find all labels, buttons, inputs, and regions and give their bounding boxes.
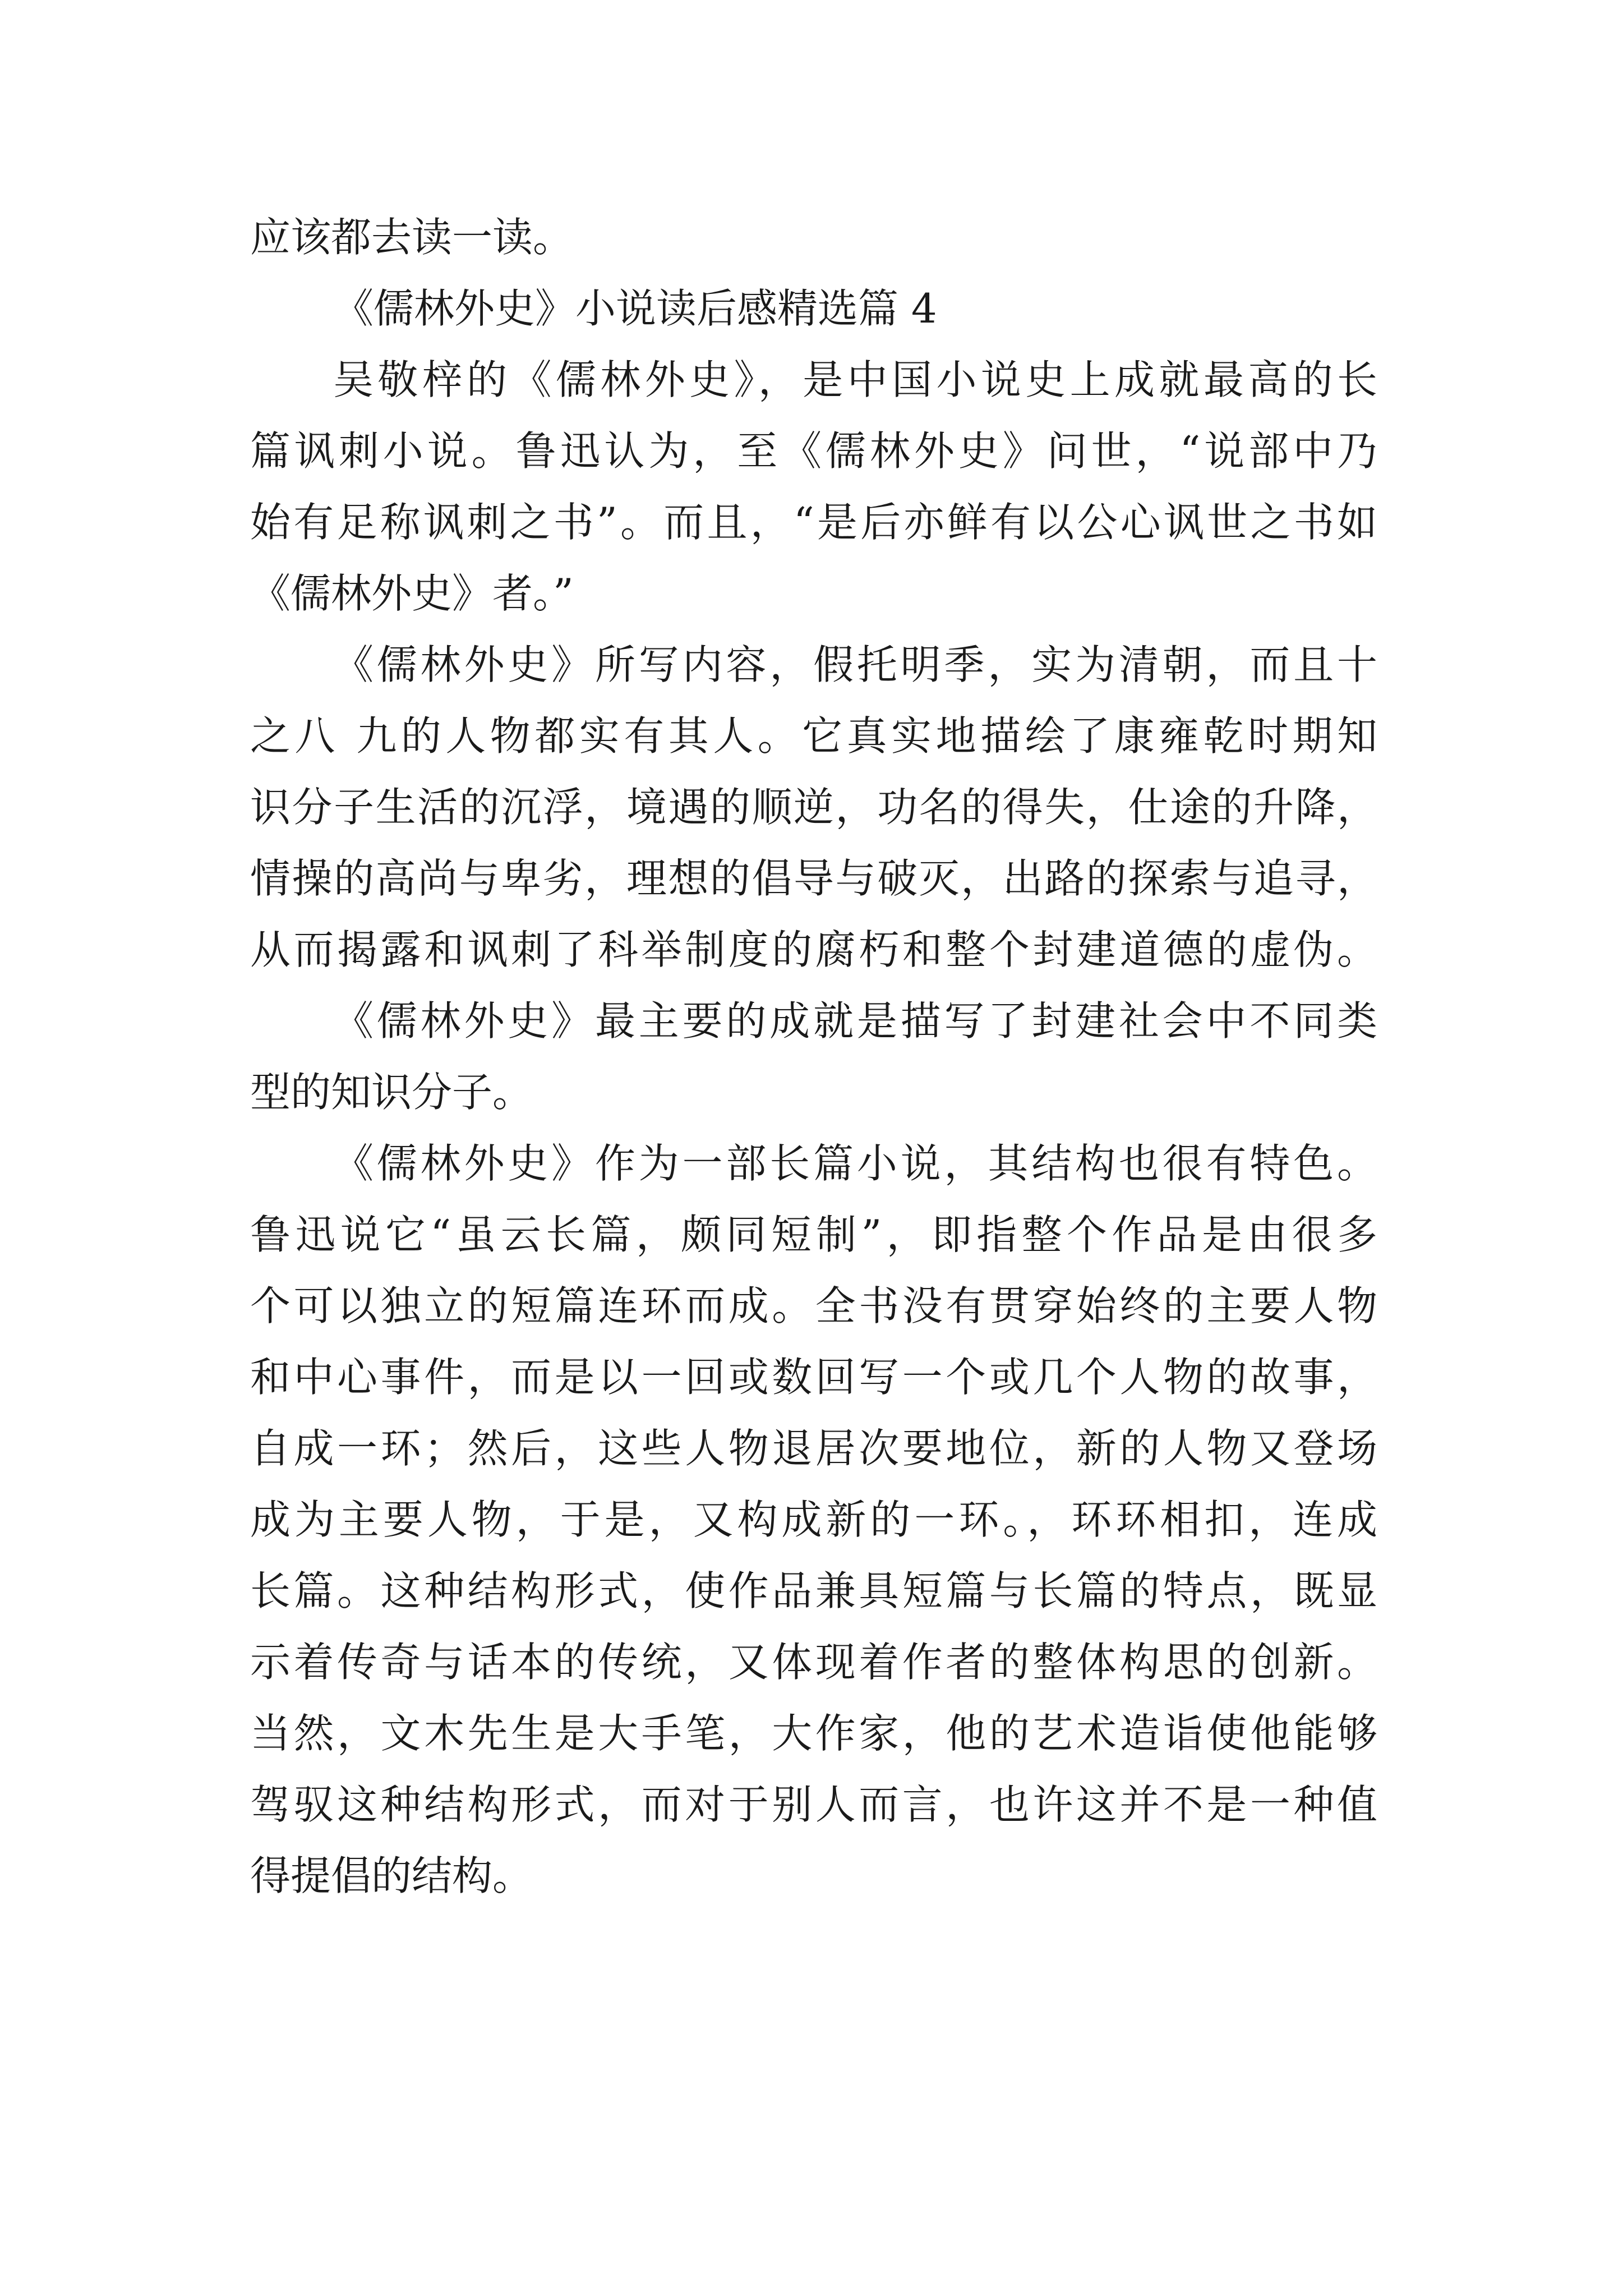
paragraph-line: 得提倡的结构。 bbox=[250, 1852, 533, 1899]
document-body bbox=[250, 202, 1377, 1912]
paragraph-line: 《儒林外史》作为一部长篇小说，其结构也很有特色。 bbox=[333, 1140, 1377, 1187]
paragraph-line: 鲁迅说它“虽云长篇，颇同短制”，即指整个作品是由很多 bbox=[250, 1211, 1377, 1258]
paragraph-line: 《儒林外史》所写内容，假托明季，实为清朝，而且十 bbox=[333, 641, 1377, 688]
paragraph-line: 情操的高尚与卑劣，理想的倡导与破灭，出路的探索与追寻， bbox=[250, 855, 1377, 902]
paragraph-line: 从而揭露和讽刺了科举制度的腐朽和整个封建道德的虚伪。 bbox=[250, 926, 1377, 973]
paragraph-line: 示着传奇与话本的传统，又体现着作者的整体构思的创新。 bbox=[250, 1639, 1377, 1686]
paragraph-line: 吴敬梓的《儒林外史》，是中国小说史上成就最高的长 bbox=[333, 356, 1377, 403]
paragraph-line: 识分子生活的沉浮，境遇的顺逆，功名的得失，仕途的升降， bbox=[250, 784, 1377, 831]
section-heading: 《儒林外史》小说读后感精选篇 4 bbox=[333, 285, 937, 332]
paragraph-line: 驾驭这种结构形式，而对于别人而言，也许这并不是一种值 bbox=[250, 1781, 1377, 1828]
paragraph-line: 和中心事件，而是以一回或数回写一个或几个人物的故事， bbox=[250, 1354, 1377, 1401]
paragraph-line: 篇讽刺小说。鲁迅认为，至《儒林外史》问世，“说部中乃 bbox=[250, 427, 1377, 475]
paragraph-line: 当然，文木先生是大手笔，大作家，他的艺术造诣使他能够 bbox=[250, 1710, 1377, 1757]
paragraph-line: 《儒林外史》者。” bbox=[250, 570, 574, 617]
paragraph-line: 《儒林外史》最主要的成就是描写了封建社会中不同类 bbox=[333, 997, 1377, 1045]
paragraph-line: 始有足称讽刺之书”。而且，“是后亦鲜有以公心讽世之书如 bbox=[250, 499, 1377, 546]
paragraph-line: 成为主要人物，于是，又构成新的一环。，环环相扣，连成 bbox=[250, 1496, 1377, 1543]
paragraph-line: 个可以独立的短篇连环而成。全书没有贯穿始终的主要人物 bbox=[250, 1282, 1377, 1329]
paragraph-line: 自成一环；然后，这些人物退居次要地位，新的人物又登场 bbox=[250, 1425, 1377, 1472]
paragraph-line: 应该都去读一读。 bbox=[250, 214, 574, 261]
paragraph-line: 型的知识分子。 bbox=[250, 1069, 533, 1116]
paragraph-line: 之八 九的人物都实有其人。它真实地描绘了康雍乾时期知 bbox=[250, 712, 1377, 760]
paragraph-line: 长篇。这种结构形式，使作品兼具短篇与长篇的特点，既显 bbox=[250, 1567, 1377, 1614]
